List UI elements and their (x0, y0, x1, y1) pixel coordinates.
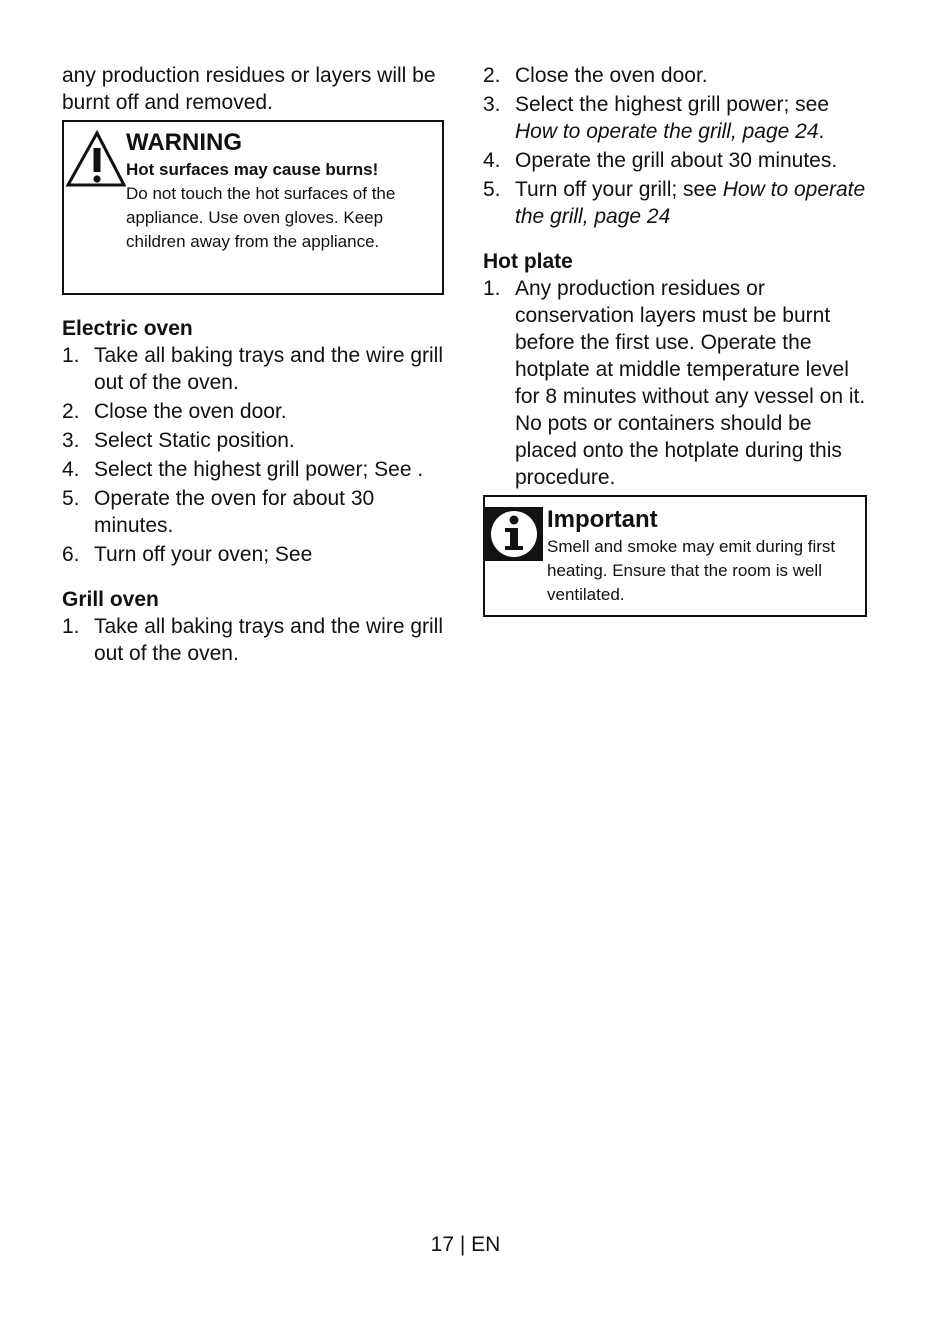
important-text: Smell and smoke may emit during first heating. Ensure that the room is well ventilated. (547, 537, 836, 604)
list-item: 4. Select the highest grill power; See . (62, 458, 424, 481)
hot-plate-heading: Hot plate (483, 250, 573, 273)
list-item: 3. Select the highest grill power; see How to operate the grill, page 24. (483, 93, 830, 143)
left-column (62, 62, 444, 669)
right-column (483, 62, 867, 617)
list-item: 2. Close the oven door. (483, 64, 708, 87)
page-footer: 17 | EN (430, 1233, 501, 1256)
grill-oven-steps-continued (483, 62, 867, 230)
electric-oven-heading: Electric oven (62, 317, 193, 340)
list-item: 2. Close the oven door. (62, 400, 287, 423)
warning-subtitle: Hot surfaces may cause burns! (126, 160, 379, 179)
list-item: 5. Operate the oven for about 30 minutes. (62, 487, 375, 537)
list-item: 1. Take all baking trays and the wire grill out of the oven. (62, 615, 444, 665)
info-icon (485, 507, 543, 561)
grill-page-reference: How to operate the grill, page 24 (515, 120, 819, 143)
grill-oven-steps (62, 613, 444, 667)
list-item: 6. Turn off your oven; See (62, 543, 313, 566)
grill-page-reference: How to operate the grill, page 24 (515, 178, 866, 228)
hot-plate-steps (483, 275, 867, 491)
important-box (483, 495, 867, 617)
warning-text: Do not touch the hot surfaces of the appliance. Use oven gloves. Keep children away from the appliance. (126, 184, 396, 251)
warning-box (62, 120, 444, 295)
important-title: Important (547, 506, 658, 533)
warning-title: WARNING (126, 129, 242, 156)
warning-triangle-icon (64, 130, 126, 188)
list-item: 4. Operate the grill about 30 minutes. (483, 149, 838, 172)
list-item: 5. Turn off your grill; see How to operate the grill, page 24 (483, 178, 866, 228)
intro-paragraph: any production residues or layers will be burnt off and removed. (62, 64, 436, 114)
grill-oven-heading: Grill oven (62, 588, 159, 611)
list-item: 1. Take all baking trays and the wire grill out of the oven. (62, 344, 444, 394)
list-item: 3. Select Static position. (62, 429, 295, 452)
electric-oven-steps (62, 342, 444, 568)
list-item: 1. Any production residues or conservation layers must be burnt before the first use. Operate the hotplate at middle temperature level for 8 minutes without any vessel on it. No pots or containers should be placed onto the hotplate during this procedure. (483, 277, 866, 489)
